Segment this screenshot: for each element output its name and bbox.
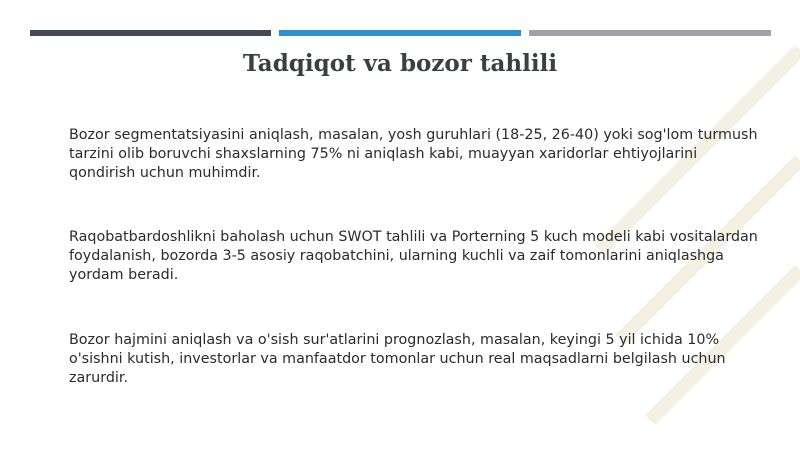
header-bar-dark	[30, 30, 271, 36]
header-bar-gray	[529, 30, 771, 36]
header-bar-blue	[279, 30, 521, 36]
paragraph-competitiveness: Raqobatbardoshlikni baholash uchun SWOT tahlili va Porterning 5 kuch modeli kabi vositalardan foydalanish, bozorda 3-5 asosiy raqobatchini, ularning kuchli va zaif tomonlarini aniqlashga yordam beradi.	[69, 229, 758, 283]
slide-title: Tadqiqot va bozor tahlili	[242, 50, 558, 77]
paragraph-market-segmentation: Bozor segmentatsiyasini aniqlash, masalan, yosh guruhlari (18-25, 26-40) yoki sog'lom turmush tarzini olib boruvchi shaxslarning 75% ni aniqlash kabi, muayyan xaridorlar ehtiyojlarini qondirish uchun muhimdir.	[69, 127, 758, 181]
paragraph-market-size: Bozor hajmini aniqlash va o'sish sur'atlarini prognozlash, masalan, keyingi 5 yil ichida 10% o'sishni kutish, investorlar va manfaatdor tomonlar uchun real maqsadlarni belgilash uchun zarurdir.	[69, 332, 726, 386]
